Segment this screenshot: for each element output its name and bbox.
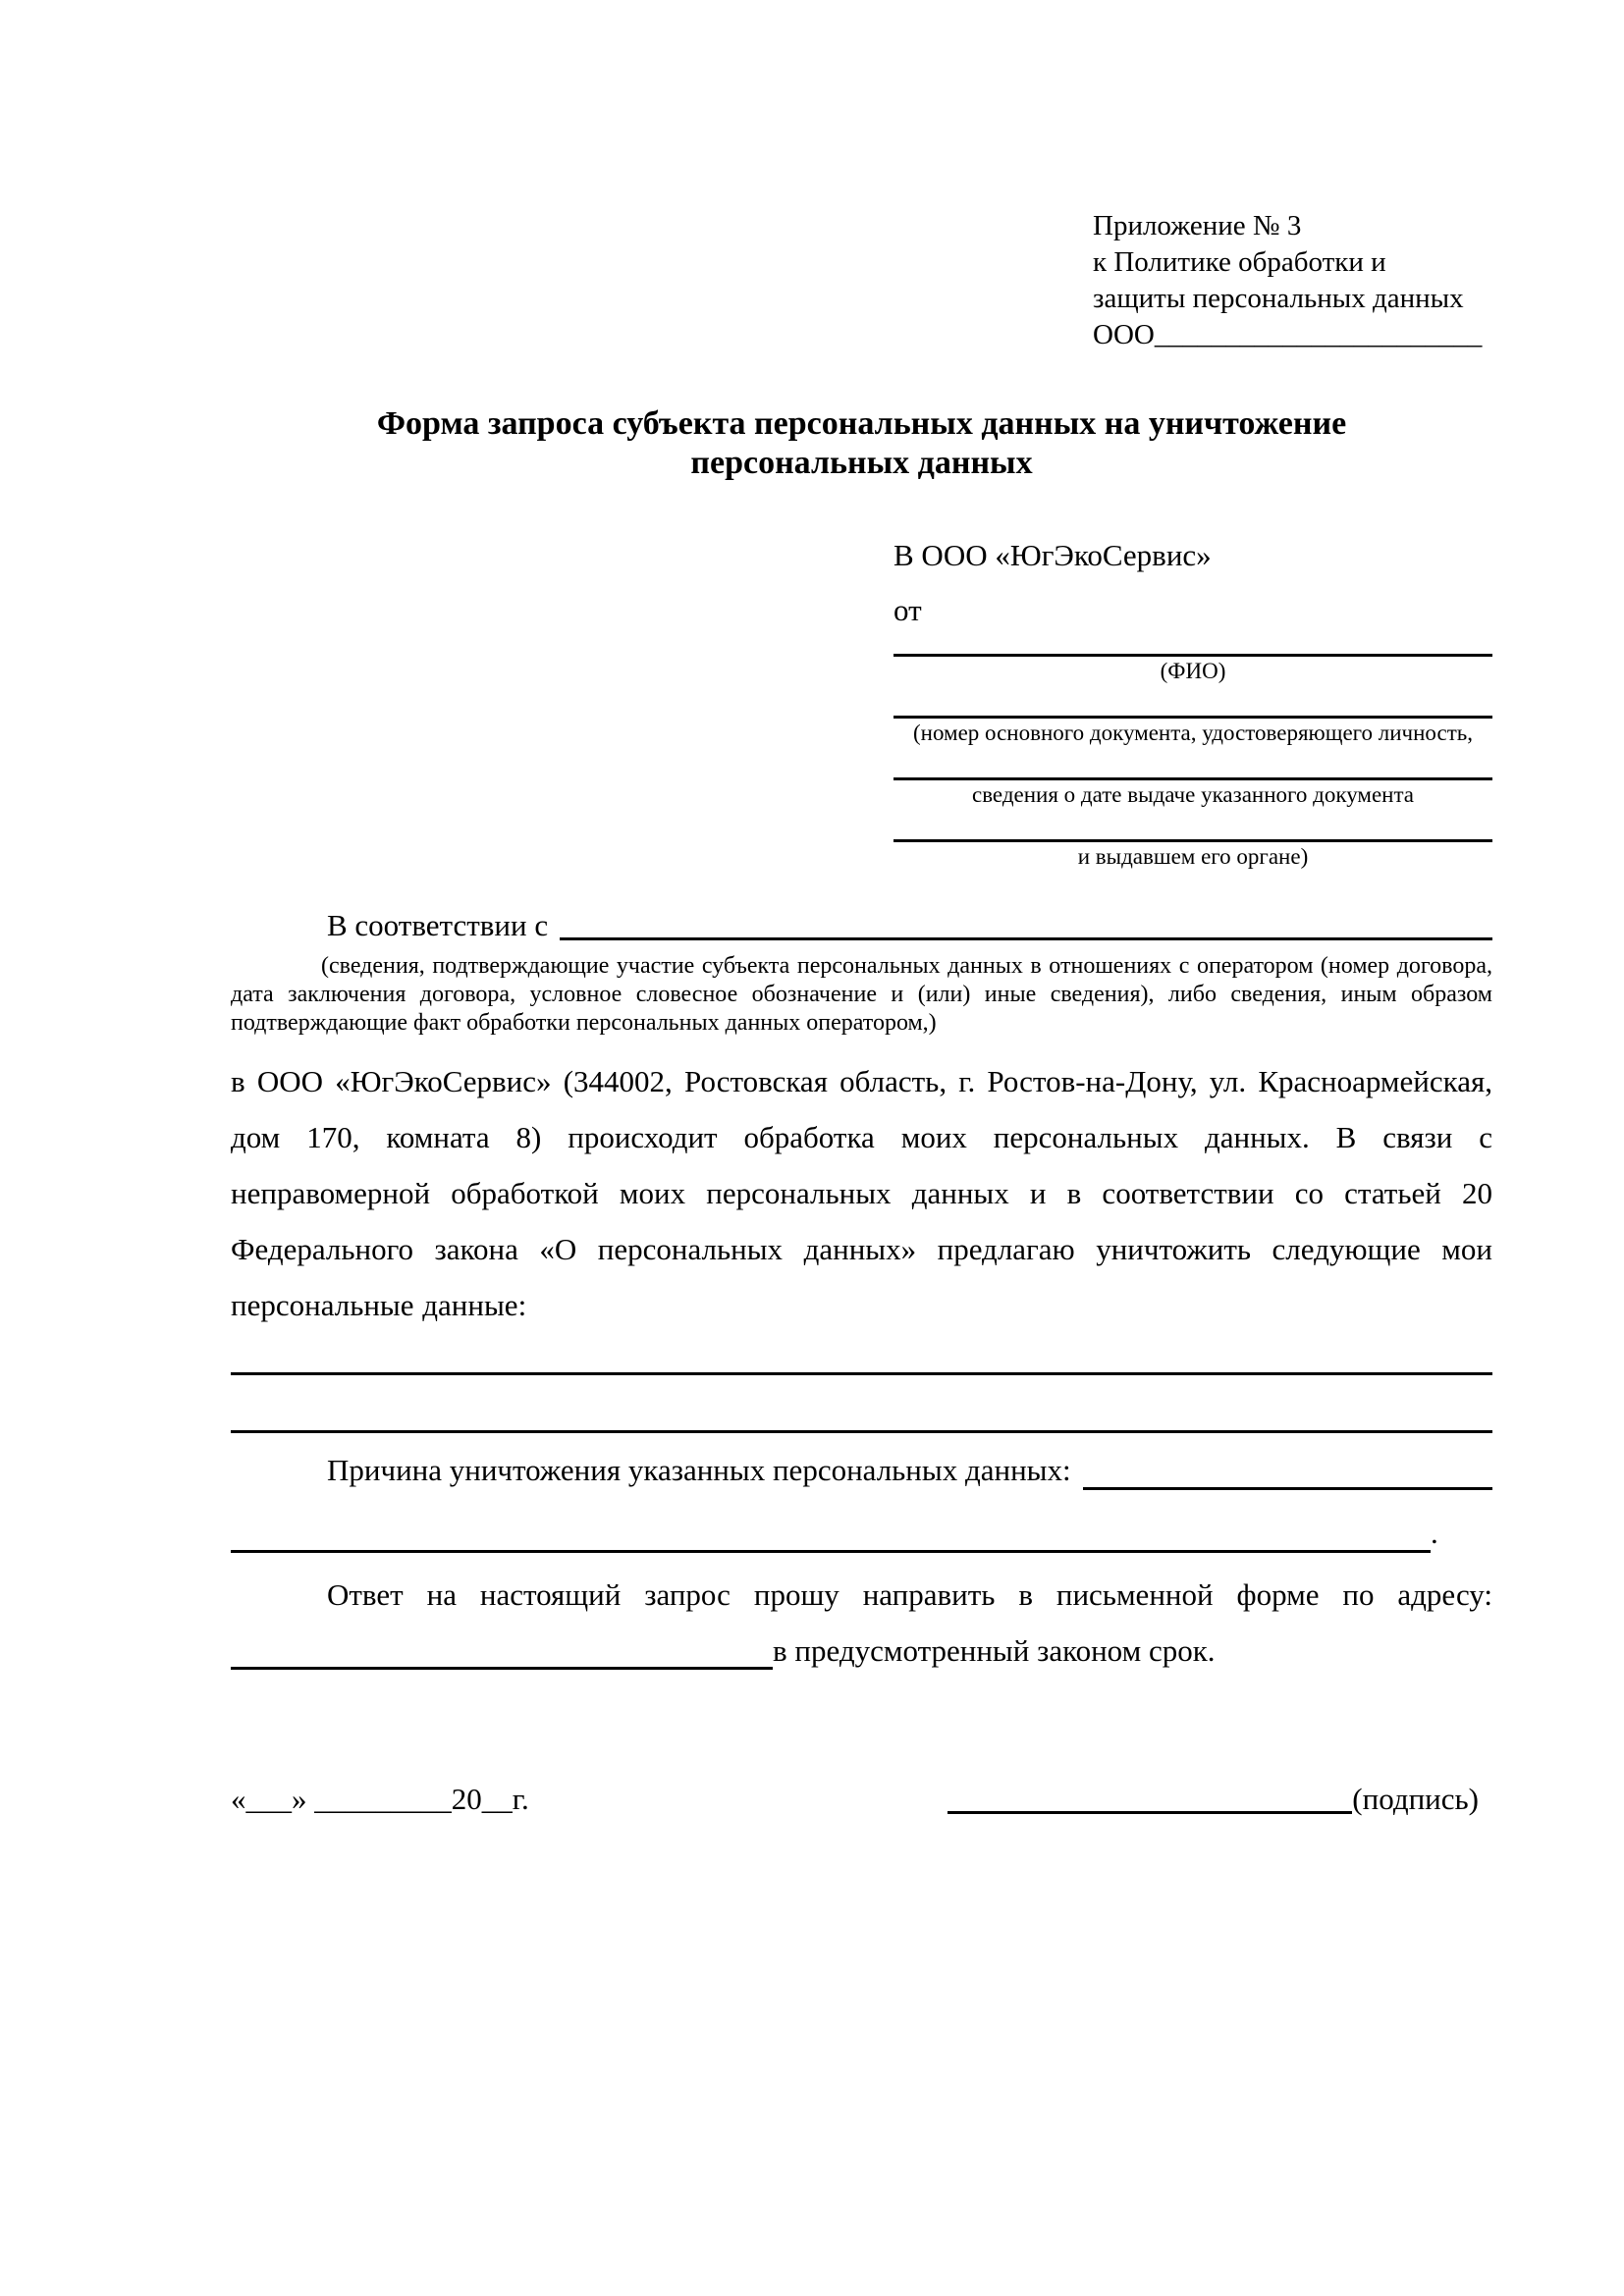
reason-lead: Причина уничтожения указанных персональных данных:	[327, 1453, 1071, 1487]
document-number-caption: (номер основного документа, удостоверяющего личность,	[912, 721, 1473, 745]
main-paragraph: в ООО «ЮгЭкоСервис» (344002, Ростовская область, г. Ростов-на-Дону, ул. Красноармейская, дом 170, комната 8) происходит обработка моих персональных данных. В связи с неправомерной обработкой моих персональных данных и в соответствии со статьей 20 Федерального закона «О персональных данных» предлагаю уничтожить следующие мои персональные данные:	[231, 1064, 1492, 1322]
period: .	[1431, 1516, 1438, 1550]
issuing-authority-caption: и выдавшем его органе)	[1077, 844, 1309, 869]
issuing-authority-fill-line	[893, 824, 1492, 842]
fio-fill-line	[893, 638, 1492, 657]
accordance-line	[231, 903, 1492, 948]
reason-line	[231, 1443, 1492, 1498]
addressee-org: В ООО «ЮгЭкоСервис»	[893, 538, 1212, 572]
fio-field	[893, 638, 1492, 686]
date-field: «___» _________20__г.	[231, 1782, 529, 1816]
accordance-fill-line	[560, 903, 1492, 940]
reason-fill-line	[1083, 1443, 1492, 1490]
personal-data-fill-line-1	[231, 1337, 1492, 1375]
issue-date-caption: сведения о дате выдаче указанного документа	[971, 782, 1415, 807]
answer-tail: в предусмотренный законом срок.	[773, 1633, 1216, 1668]
signature-caption: (подпись)	[1352, 1782, 1479, 1816]
reason-continuation-line	[231, 1506, 1492, 1561]
footer-row	[231, 1777, 1492, 1822]
issue-date-fill-line	[893, 762, 1492, 780]
address-fill-line	[231, 1623, 773, 1670]
appendix-header-org-line: ООО_______________________	[1093, 319, 1483, 350]
appendix-header-line: к Политике обработки и	[1093, 246, 1386, 278]
signature-group	[947, 1777, 1479, 1822]
document-title: Форма запроса субъекта персональных данных на уничтожение персональных данных	[376, 405, 1347, 481]
answer-paragraph: Ответ на настоящий запрос прошу направить в письменной форме по адресу:	[327, 1577, 1492, 1612]
document-number-fill-line	[893, 700, 1492, 719]
appendix-header-line: защиты персональных данных	[1093, 283, 1464, 314]
addressee-from: от	[893, 593, 922, 627]
issue-date-field	[893, 762, 1492, 810]
appendix-header-line: Приложение № 3	[1093, 210, 1302, 241]
fio-caption: (ФИО)	[1160, 659, 1226, 683]
accordance-footnote: (сведения, подтверждающие участие субъекта персональных данных в отношениях с оператором (номер договора, дата заключения договора, условное словесное обозначение и (или) иные сведения), либо сведения, иным образом подтверждающие факт обработки персональных данных оператором,)	[231, 953, 1492, 1036]
accordance-lead: В соответствии с	[327, 908, 549, 942]
document-number-field	[893, 700, 1492, 748]
addressee-block	[893, 528, 1492, 872]
address-line	[231, 1623, 1492, 1679]
personal-data-fill-line-2	[231, 1375, 1492, 1433]
signature-line	[947, 1777, 1352, 1814]
issuing-authority-field	[893, 824, 1492, 872]
reason-fill-line-2	[231, 1506, 1431, 1553]
appendix-header	[1093, 208, 1505, 353]
